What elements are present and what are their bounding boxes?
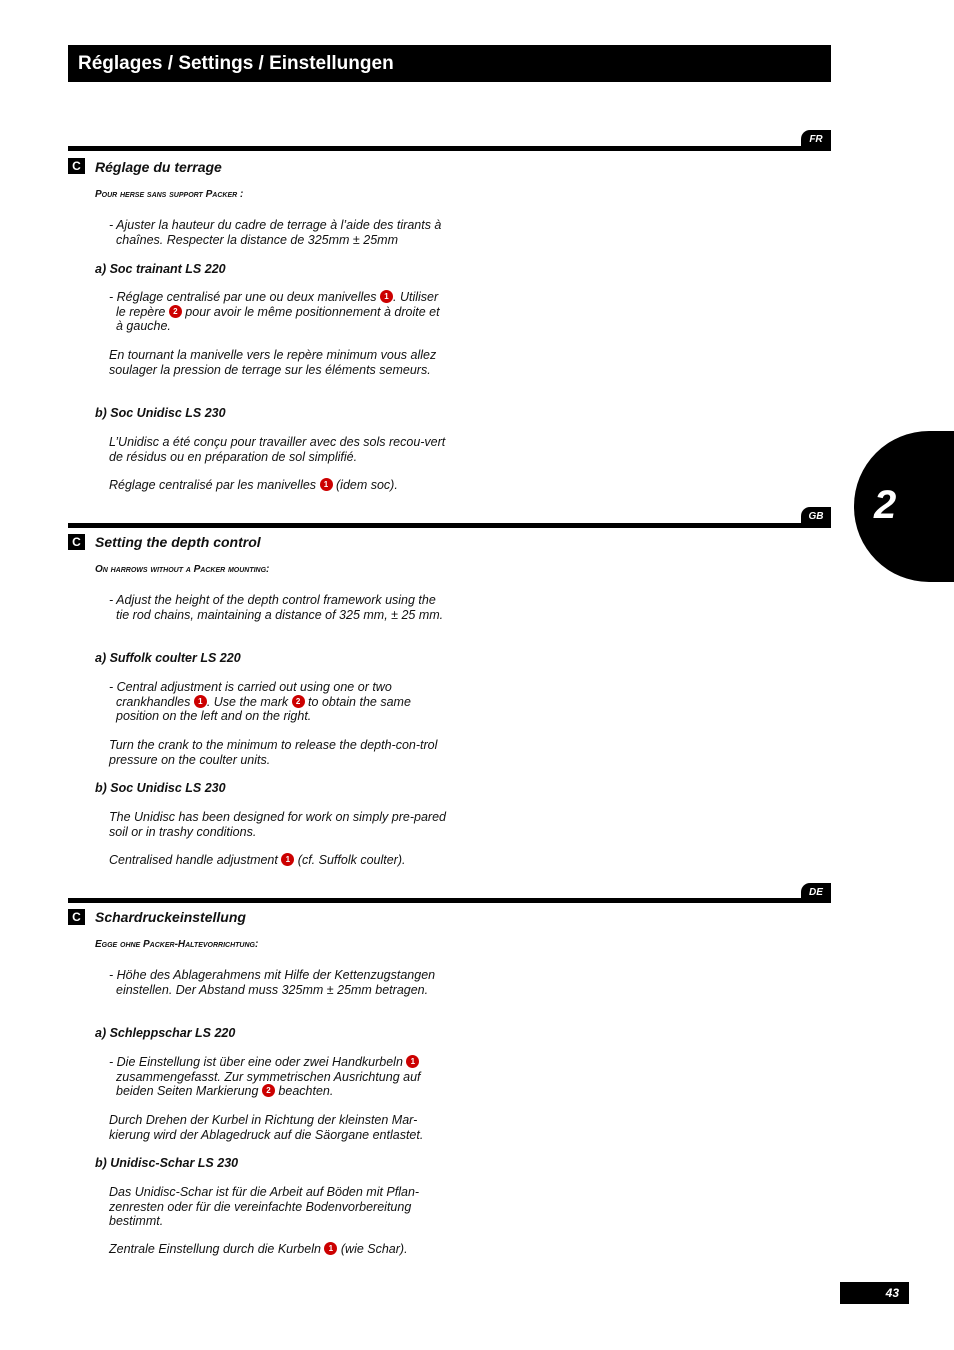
section-title-fr: Réglage du terrage: [95, 159, 222, 175]
subheading-de-a: a) Schleppschar LS 220: [95, 1026, 236, 1040]
lang-badge-de: DE: [801, 883, 831, 902]
section-subtitle-fr: Pour herse sans support Packer :: [95, 189, 244, 200]
paragraph-de-b2: Zentrale Einstellung durch die Kurbeln 1 (wie Schar).: [109, 1242, 408, 1256]
section-letter-de: C: [68, 909, 85, 925]
chapter-number: 2: [874, 483, 897, 527]
paragraph-de-b1: Das Unidisc-Schar ist für die Arbeit auf Böden mit Pflan-zenresten oder für die vereinfachte Bodenvorbereitung bestimmt.: [109, 1185, 420, 1228]
section-title-gb: Setting the depth control: [95, 534, 261, 550]
subheading-de-b: b) Unidisc-Schar LS 230: [95, 1156, 239, 1170]
paragraph-de-a2: Durch Drehen der Kurbel in Richtung der kleinsten Mar-kierung wird der Ablagedruck auf die Säorgane entlastet.: [109, 1113, 424, 1142]
lang-badge-fr: FR: [801, 130, 831, 149]
paragraph-fr-a1: - Réglage centralisé par une ou deux manivelles 1 . Utiliser le repère 2 pour avoir le même positionnement à droite et à gauche.: [109, 290, 440, 333]
paragraph-gb-a2: Turn the crank to the minimum to release the depth-con-trol pressure on the coulter units.: [109, 738, 438, 767]
section-rule-gb: [68, 523, 831, 528]
marker-2-icon: 2: [262, 1084, 275, 1097]
paragraph-de-1: - Höhe des Ablagerahmens mit Hilfe der Kettenzugstangen einstellen. Der Abstand muss 325mm ± 25mm betragen.: [109, 968, 436, 997]
paragraph-fr-b2: Réglage centralisé par les manivelles 1 (idem soc).: [109, 478, 398, 492]
paragraph-gb-b2: Centralised handle adjustment 1 (cf. Suffolk coulter).: [109, 853, 406, 867]
marker-2-icon: 2: [169, 305, 182, 318]
subheading-fr-b: b) Soc Unidisc LS 230: [95, 406, 226, 420]
subheading-gb-a: a) Suffolk coulter LS 220: [95, 651, 241, 665]
marker-2-icon: 2: [292, 695, 305, 708]
paragraph-fr-1: - Ajuster la hauteur du cadre de terrage à l’aide des tirants à chaînes. Respecter la distance de 325mm ± 25mm: [109, 218, 442, 247]
section-rule-fr: [68, 146, 831, 151]
section-letter-fr: C: [68, 158, 85, 174]
section-title-de: Schardruckeinstellung: [95, 909, 246, 925]
paragraph-gb-b1: The Unidisc has been designed for work on simply pre-pared soil or in trashy conditions.: [109, 810, 446, 839]
lang-badge-gb: GB: [801, 507, 831, 526]
paragraph-gb-a1: - Central adjustment is carried out using one or two crankhandles 1 . Use the mark 2 to obtain the same position on the left and on the right.: [109, 680, 411, 723]
page-number: 43: [840, 1282, 909, 1304]
marker-1-icon: 1: [324, 1242, 337, 1255]
marker-1-icon: 1: [406, 1055, 419, 1068]
paragraph-gb-1: - Adjust the height of the depth control framework using the tie rod chains, maintaining a distance of 325 mm, ± 25 mm.: [109, 593, 444, 622]
section-letter-gb: C: [68, 534, 85, 550]
section-subtitle-gb: On harrows without a Packer mounting:: [95, 564, 270, 575]
chapter-tab: [854, 431, 954, 582]
marker-1-icon: 1: [281, 853, 294, 866]
marker-1-icon: 1: [380, 290, 393, 303]
section-rule-de: [68, 898, 831, 903]
paragraph-fr-b1: L’Unidisc a été conçu pour travailler avec des sols recou-vert de résidus ou en préparation de sol simplifié.: [109, 435, 446, 464]
marker-1-icon: 1: [320, 478, 333, 491]
paragraph-de-a1: - Die Einstellung ist über eine oder zwei Handkurbeln 1 zusammengefasst. Zur symmetrischen Ausrichtung auf beiden Seiten Markierung 2 beachten.: [109, 1055, 421, 1098]
section-subtitle-de: Egge ohne Packer-Haltevorrichtung:: [95, 939, 259, 950]
subheading-fr-a: a) Soc trainant LS 220: [95, 262, 226, 276]
marker-1-icon: 1: [194, 695, 207, 708]
paragraph-fr-a2: En tournant la manivelle vers le repère minimum vous allez soulager la pression de terrage sur les éléments semeurs.: [109, 348, 437, 377]
page-header: Réglages / Settings / Einstellungen: [68, 45, 831, 82]
subheading-gb-b: b) Soc Unidisc LS 230: [95, 781, 226, 795]
